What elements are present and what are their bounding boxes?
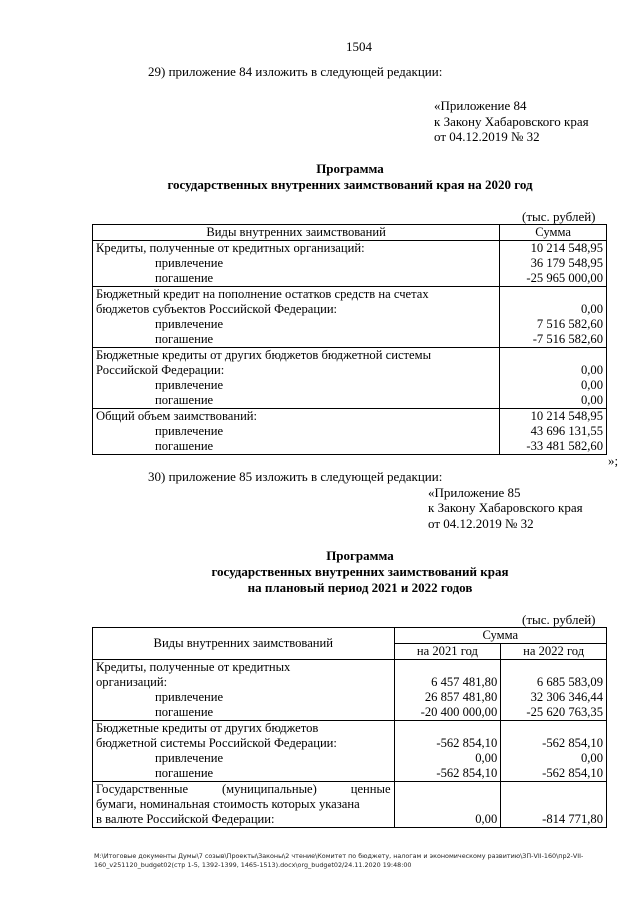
col-header-2021: на 2021 год	[394, 644, 501, 660]
table-row: бюджетов субъектов Российской Федерации: 0,00	[93, 302, 607, 317]
file-path-footer: M:\Итоговые документы Думы\7 созыв\Проекты\Законы\2 чтение\Комитет по бюджету, налогам и экономическому развитию\ЗП-VII-160\пр2-VII-160_v251120_budget02(стр 1-5, 1392-1399, 1465-1513).docx\org_budget02/24.11.2020 19:48:00	[94, 852, 584, 869]
appendix-84-line2: к Закону Хабаровского края	[434, 114, 589, 129]
closing-quote-mark: »;	[608, 453, 619, 468]
table-row: погашение -25 965 000,00	[93, 271, 607, 287]
program-2021-subtitle: государственных внутренних заимствований края	[211, 564, 509, 579]
table-row: погашение -33 481 582,60	[93, 439, 607, 455]
table-row: бюджетной системы Российской Федерации: -562 854,10 -562 854,10	[93, 736, 607, 751]
item-29-text: 29) приложение 84 изложить в следующей редакции:	[148, 64, 443, 79]
table-row: Государственные (муниципальные) ценные	[93, 782, 607, 798]
table-row: бумаги, номинальная стоимость которых указана	[93, 797, 607, 812]
table-row: привлечение 0,00 0,00	[93, 751, 607, 766]
appendix-85-line3: от 04.12.2019 № 32	[428, 516, 534, 531]
units-label-2021: (тыс. рублей)	[522, 612, 596, 627]
table-row: организаций: 6 457 481,80 6 685 583,09	[93, 675, 607, 690]
page-number: 1504	[346, 39, 372, 54]
appendix-85-line1: «Приложение 85	[428, 485, 521, 500]
col-header-kinds: Виды внутренних заимствований	[93, 628, 395, 660]
borrowing-table-2021-2022	[92, 627, 607, 828]
col-header-2022: на 2022 год	[501, 644, 607, 660]
table-row: погашение -20 400 000,00 -25 620 763,35	[93, 705, 607, 721]
table-row: погашение -562 854,10 -562 854,10	[93, 766, 607, 782]
table-row: Российской Федерации: 0,00	[93, 363, 607, 378]
table-row: привлечение 7 516 582,60	[93, 317, 607, 332]
program-2020-title: Программа	[316, 161, 384, 176]
table-row: Бюджетные кредиты от других бюджетов бюджетной системы	[93, 348, 607, 364]
units-label-2020: (тыс. рублей)	[522, 209, 596, 224]
table-row: привлечение 0,00	[93, 378, 607, 393]
table-row: Общий объем заимствований: 10 214 548,95	[93, 409, 607, 425]
table-row: погашение -7 516 582,60	[93, 332, 607, 348]
appendix-84-line1: «Приложение 84	[434, 98, 527, 113]
table-row: привлечение 26 857 481,80 32 306 346,44	[93, 690, 607, 705]
table-row: Бюджетный кредит на пополнение остатков средств на счетах	[93, 287, 607, 303]
borrowing-table-2020	[92, 224, 607, 455]
table-row: Бюджетные кредиты от других бюджетов	[93, 721, 607, 737]
col-header-kinds: Виды внутренних заимствований	[93, 225, 500, 241]
program-2021-title: Программа	[326, 548, 394, 563]
appendix-84-line3: от 04.12.2019 № 32	[434, 129, 540, 144]
table-row: привлечение 36 179 548,95	[93, 256, 607, 271]
table-row: Кредиты, полученные от кредитных	[93, 660, 607, 676]
table-row: привлечение 43 696 131,55	[93, 424, 607, 439]
item-30-text: 30) приложение 85 изложить в следующей редакции:	[148, 469, 443, 484]
col-header-sum: Сумма	[500, 225, 607, 241]
table-row: погашение 0,00	[93, 393, 607, 409]
col-header-sum: Сумма	[394, 628, 606, 644]
appendix-85-line2: к Закону Хабаровского края	[428, 500, 583, 515]
table-row: Кредиты, полученные от кредитных организаций: 10 214 548,95	[93, 241, 607, 257]
program-2021-subtitle-period: на плановый период 2021 и 2022 годов	[247, 580, 473, 595]
table-row: в валюте Российской Федерации: 0,00 -814 771,80	[93, 812, 607, 828]
program-2020-subtitle: государственных внутренних заимствований края на 2020 год	[167, 177, 533, 192]
